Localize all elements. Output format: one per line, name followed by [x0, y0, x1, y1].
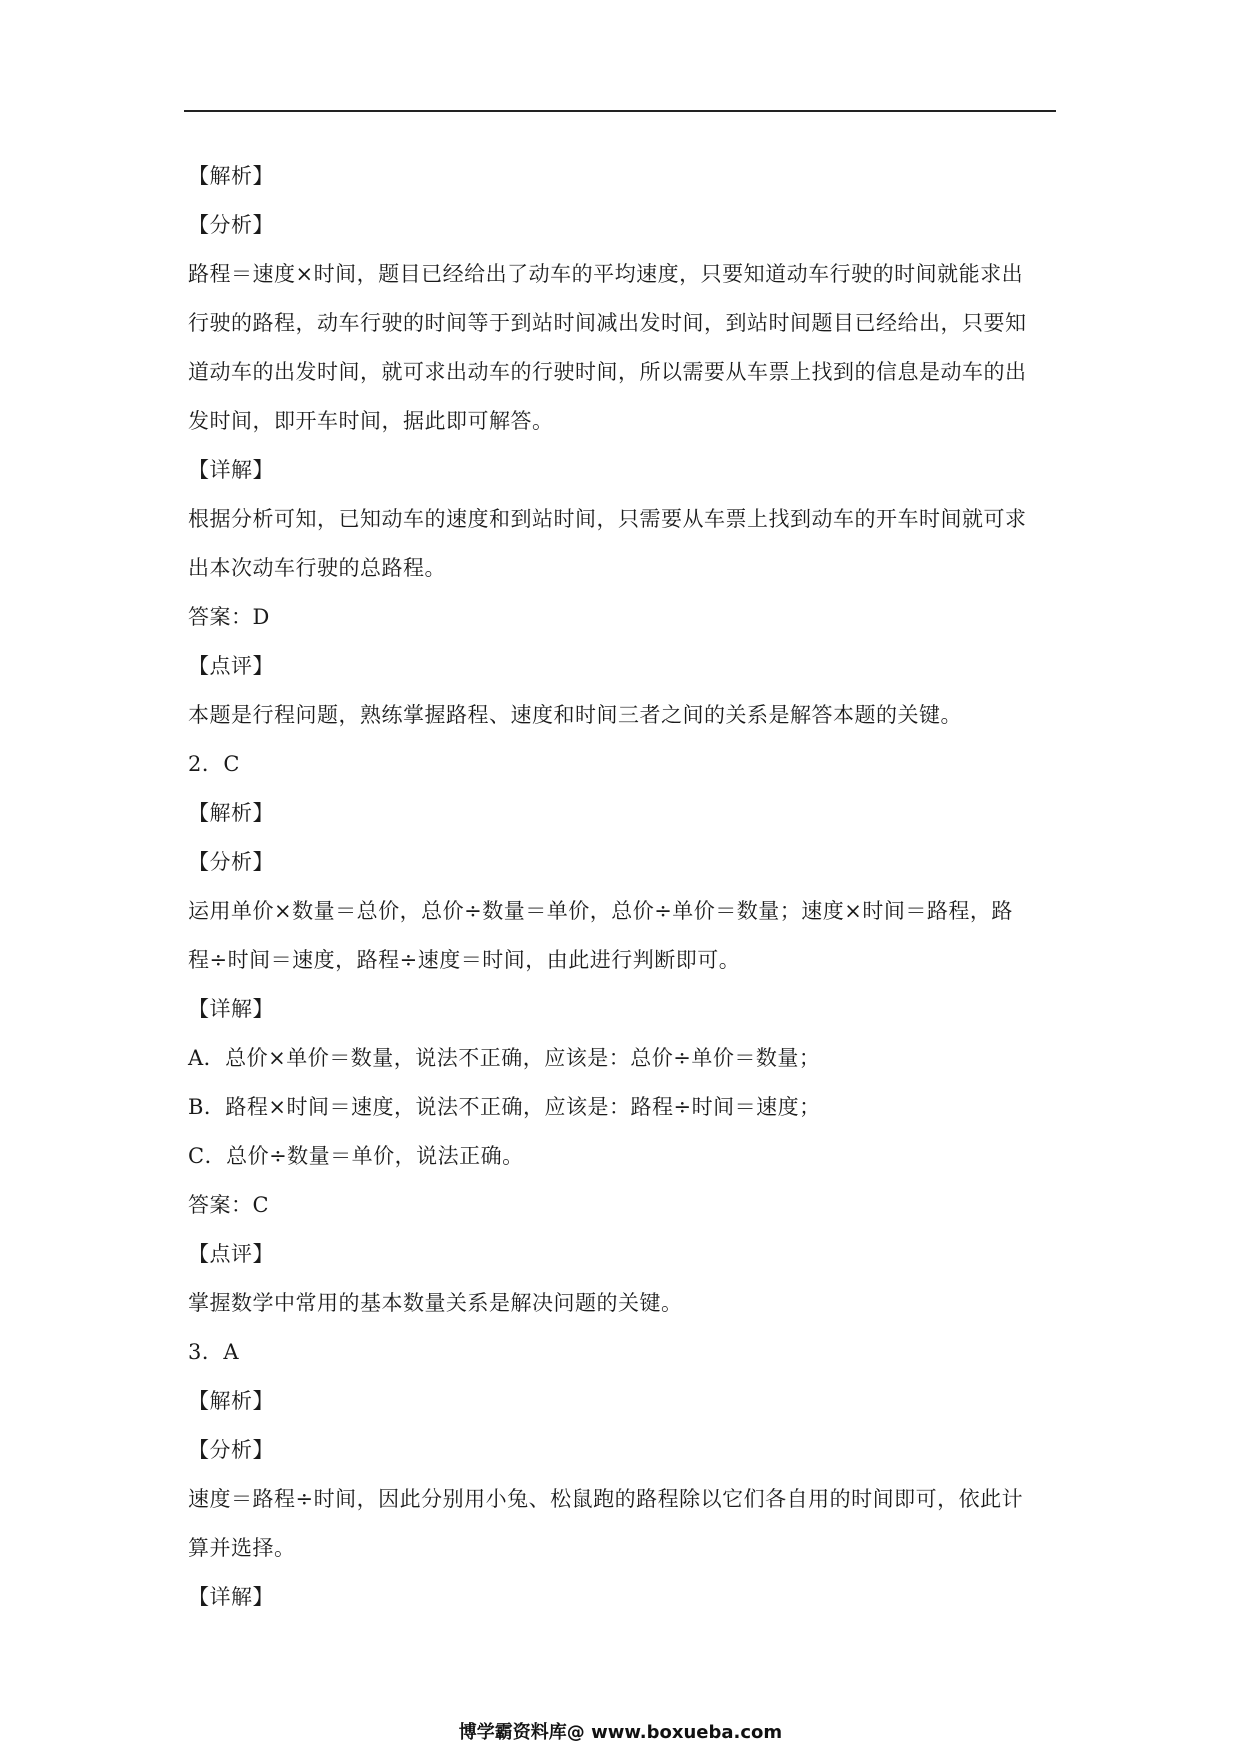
text-line: 出本次动车行驶的总路程。 [188, 556, 446, 580]
text-line: 道动车的出发时间，就可求出动车的行驶时间，所以需要从车票上找到的信息是动车的出 [188, 360, 1027, 384]
footer-watermark: 博学霸资料库@ www.boxueba.com [458, 1722, 783, 1743]
text-line: 速度＝路程÷时间，因此分别用小兔、松鼠跑的路程除以它们各自用的时间即可，依此计 [188, 1487, 1024, 1511]
text-line: 3．A [188, 1340, 240, 1364]
text-line: 【点评】 [188, 654, 274, 678]
text-line: 答案：D [188, 605, 270, 629]
text-line: 【解析】 [188, 1389, 274, 1413]
text-line: 本题是行程问题，熟练掌握路程、速度和时间三者之间的关系是解答本题的关键。 [188, 703, 962, 727]
text-line: 【解析】 [188, 801, 274, 825]
text-line: B．路程×时间＝速度，说法不正确，应该是：路程÷时间＝速度； [188, 1095, 821, 1119]
text-line: 算并选择。 [188, 1536, 296, 1560]
text-line: 掌握数学中常用的基本数量关系是解决问题的关键。 [188, 1291, 683, 1315]
text-line: 【解析】 [188, 164, 274, 188]
text-line: 根据分析可知，已知动车的速度和到站时间，只需要从车票上找到动车的开车时间就可求 [188, 507, 1027, 531]
text-line: 程÷时间＝速度，路程÷速度＝时间，由此进行判断即可。 [188, 948, 741, 972]
text-line: 2．C [188, 752, 240, 776]
text-line: 【分析】 [188, 1438, 274, 1462]
text-line: 发时间，即开车时间，据此即可解答。 [188, 409, 554, 433]
text-line: 行驶的路程，动车行驶的时间等于到站时间减出发时间，到站时间题目已经给出，只要知 [188, 311, 1027, 335]
text-line: 【详解】 [188, 997, 274, 1021]
document-body [188, 152, 1048, 1622]
text-line: 【详解】 [188, 458, 274, 482]
text-line: 答案：C [188, 1193, 270, 1217]
text-line: A．总价×单价＝数量，说法不正确，应该是：总价÷单价＝数量； [188, 1046, 821, 1070]
text-line: 【分析】 [188, 850, 274, 874]
text-line: 【分析】 [188, 213, 274, 237]
text-line: 【点评】 [188, 1242, 274, 1266]
text-line: 运用单价×数量＝总价，总价÷数量＝单价，总价÷单价＝数量；速度×时间＝路程，路 [188, 899, 1013, 923]
text-line: 【详解】 [188, 1585, 274, 1609]
text-line: 路程＝速度×时间，题目已经给出了动车的平均速度，只要知道动车行驶的时间就能求出 [188, 262, 1024, 286]
header-divider [184, 110, 1056, 112]
text-line: C．总价÷数量＝单价，说法正确。 [188, 1144, 524, 1168]
